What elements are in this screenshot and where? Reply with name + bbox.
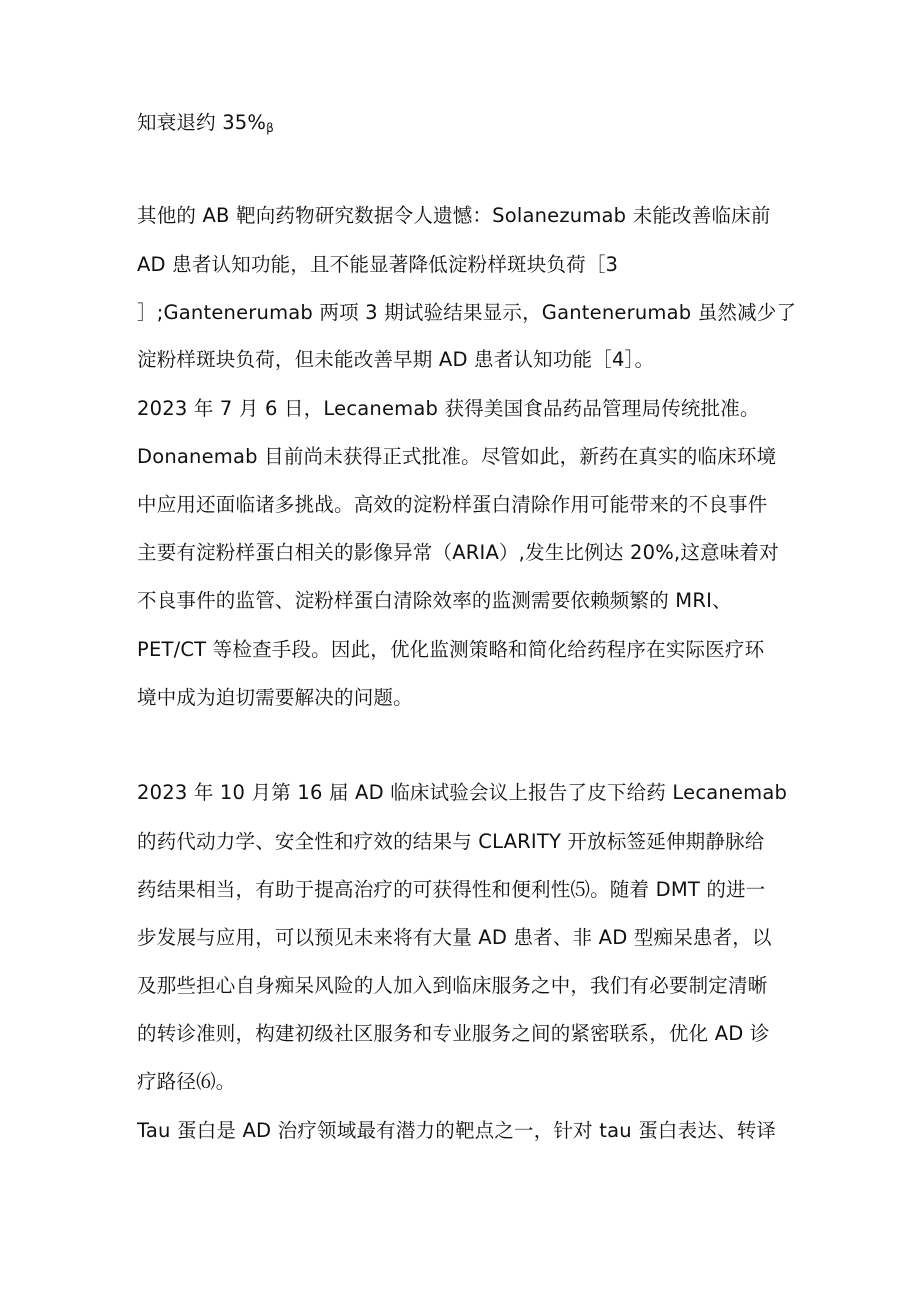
text-line-14: 的药代动力学、安全性和疗效的结果与 CLARITY 开放标签延伸期静脉给 [137,830,765,853]
text-line-15: 药结果相当，有助于提高治疗的可获得性和便利性⑸。随着 DMT 的进一 [137,878,766,901]
text-line-18: 的转诊准则，构建初级社区服务和专业服务之间的紧密联系，优化 AD 诊 [137,1022,770,1045]
text-line-13: 2023 年 10 月第 16 届 AD 临床试验会议上报告了皮下给药 Lecanemab [137,781,788,804]
text-line-4: ］;Gantenerumab 两项 3 期试验结果显示，Gantenerumab 虽然减少了 [137,301,797,324]
text-line-1-suffix: β [266,121,274,135]
text-line-1-main: 知衰退约 35% [137,111,267,134]
text-line-9: 主要有淀粉样蛋白相关的影像异常（ARIA）,发生比例达 20%,这意味着对 [137,541,779,564]
text-line-17: 及那些担心自身痴呆风险的人加入到临床服务之中，我们有必要制定清晰 [137,974,768,997]
text-line-10: 不良事件的监管、淀粉样蛋白清除效率的监测需要依赖频繁的 MRI、 [137,589,732,612]
text-line-5: 淀粉样斑块负荷，但未能改善早期 AD 患者认知功能［4］。 [137,348,655,371]
text-line-20: Tau 蛋白是 AD 治疗领域最有潜力的靶点之一，针对 tau 蛋白表达、转译 [137,1119,777,1142]
text-line-12: 境中成为迫切需要解决的问题。 [137,686,413,709]
text-line-7: Donanemab 目前尚未获得正式批准。尽管如此，新药在真实的临床环境 [137,445,777,468]
text-line-8: 中应用还面临诸多挑战。高效的淀粉样蛋白清除作用可能带来的不良事件 [137,493,768,516]
text-line-3: AD 患者认知功能，且不能显著降低淀粉样斑块负荷［3 [137,253,619,276]
text-line-11: PET/CT 等检查手段。因此，优化监测策略和简化给药程序在实际医疗环 [137,638,765,661]
text-line-6: 2023 年 7 月 6 日，Lecanemab 获得美国食品药品管理局传统批准。 [137,397,760,420]
text-line-19: 疗路径⑹。 [137,1070,236,1093]
text-line-1 [137,110,274,141]
text-line-2: 其他的 AB 靶向药物研究数据令人遗憾：Solanezumab 未能改善临床前 [137,204,771,227]
text-line-16: 步发展与应用，可以预见未来将有大量 AD 患者、非 AD 型痴呆患者，以 [137,926,772,949]
